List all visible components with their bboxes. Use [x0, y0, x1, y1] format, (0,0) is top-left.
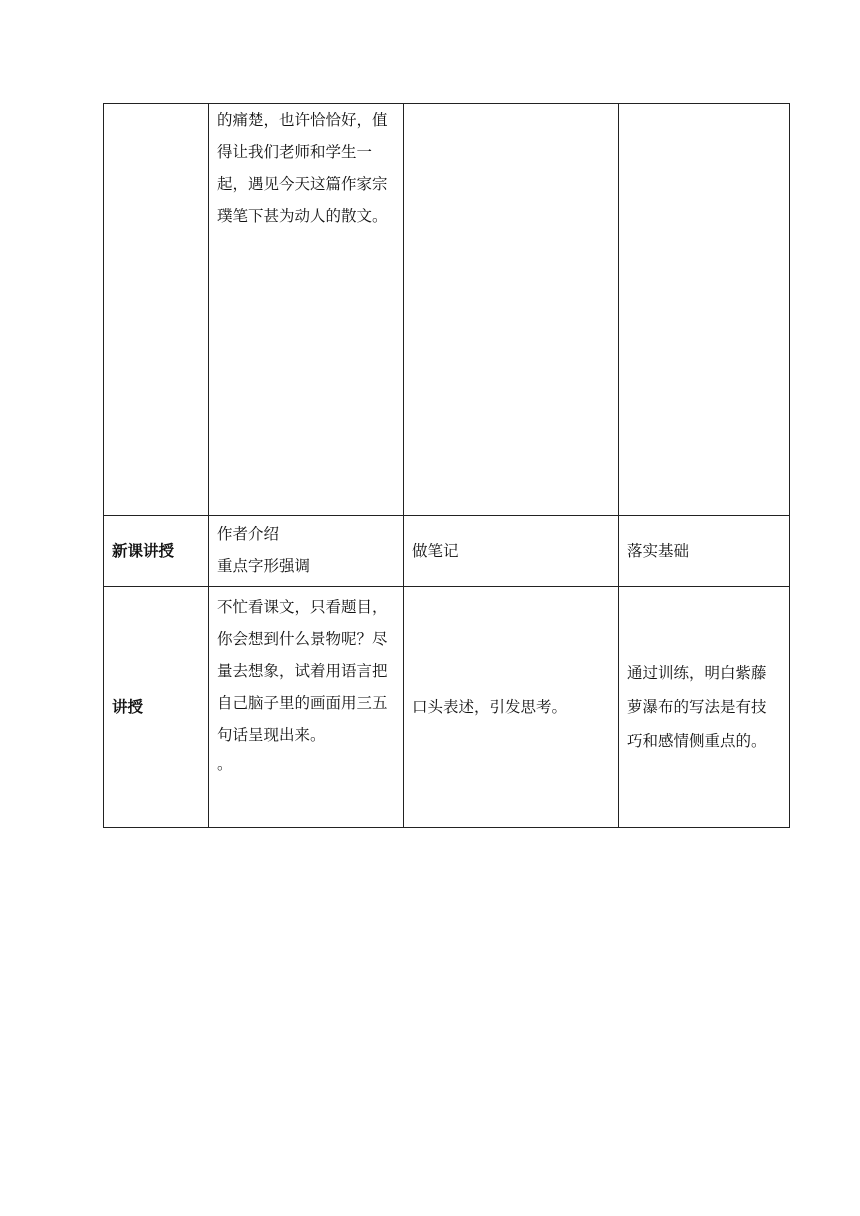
teacher-activity-text: 的痛楚，也许恰恰好，值得让我们老师和学生一起，遇见今天这篇作家宗璞笔下甚为动人的散文。 [217, 111, 388, 225]
table-row [104, 516, 790, 587]
design-intent-cell [619, 104, 790, 516]
student-activity-cell [404, 587, 619, 828]
design-intent-cell [619, 587, 790, 828]
teacher-activity-text: 不忙看课文，只看题目，你会想到什么景物呢？尽量去想象，试着用语言把自己脑子里的画面用三五句话呈现出来。 [217, 598, 388, 744]
stage-text: 讲授 [112, 698, 144, 716]
teacher-activity-tail: 。 [217, 755, 233, 773]
table-row [104, 104, 790, 516]
stage-cell [104, 587, 209, 828]
stage-cell [104, 104, 209, 516]
teacher-activity-line: 作者介绍 [217, 525, 280, 543]
design-intent-text: 落实基础 [627, 542, 690, 560]
stage-cell [104, 516, 209, 587]
design-intent-text: 通过训练，明白紫藤萝瀑布的写法是有技巧和感情侧重点的。 [627, 664, 767, 750]
student-activity-text: 做笔记 [412, 542, 459, 560]
student-activity-cell [404, 104, 619, 516]
teacher-activity-cell [209, 104, 404, 516]
lesson-plan-table [103, 103, 790, 828]
teacher-activity-cell [209, 587, 404, 828]
stage-text: 新课讲授 [112, 542, 175, 560]
teacher-activity-line: 重点字形强调 [217, 557, 311, 575]
student-activity-text: 口头表述，引发思考。 [412, 698, 568, 716]
table-row [104, 587, 790, 828]
teacher-activity-cell [209, 516, 404, 587]
design-intent-cell [619, 516, 790, 587]
student-activity-cell [404, 516, 619, 587]
